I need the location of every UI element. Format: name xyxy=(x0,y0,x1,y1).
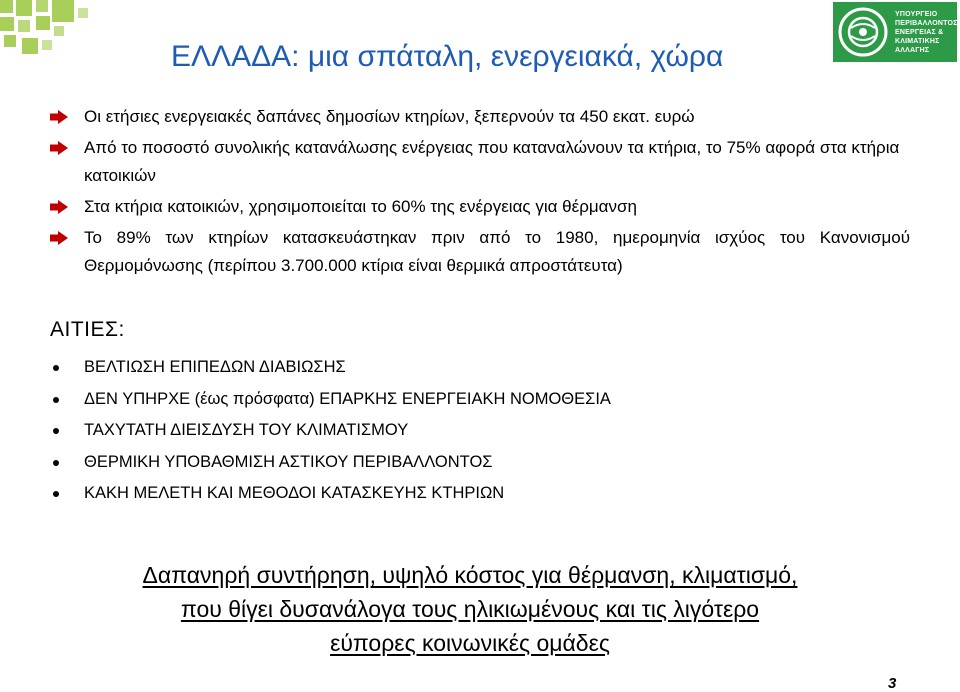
cause-text: ΚΑΚΗ ΜΕΛΕΤΗ ΚΑΙ ΜΕΘΟΔΟΙ ΚΑΤΑΣΚΕΥΗΣ ΚΤΗΡΙΩΝ xyxy=(84,484,505,502)
arrow-bullet-icon xyxy=(50,200,68,214)
conclusion-line: Δαπανηρή συντήρηση, υψηλό κόστος για θέρμανση, κλιματισμό, xyxy=(142,562,798,588)
cause-item xyxy=(50,415,611,447)
fact-item xyxy=(50,224,910,280)
cause-text: ΘΕΡΜΙΚΗ ΥΠΟΒΑΘΜΙΣΗ ΑΣΤΙΚΟΥ ΠΕΡΙΒΑΛΛΟΝΤΟΣ xyxy=(84,452,493,471)
conclusion-statement xyxy=(40,558,900,660)
arrow-bullet-icon xyxy=(50,231,68,245)
logo-text: ΥΠΟΥΡΓΕΙΟ ΠΕΡΙΒΑΛΛΟΝΤΟΣ ΕΝΕΡΓΕΙΑΣ & ΚΛΙΜΑΤΙΚΗΣ ΑΛΛΑΓΗΣ xyxy=(895,10,958,54)
page-number: 3 xyxy=(888,675,897,692)
arrow-bullet-icon xyxy=(50,110,68,124)
cause-text: ΒΕΛΤΙΩΣΗ ΕΠΙΠΕΔΩΝ ΔΙΑΒΙΩΣΗΣ xyxy=(84,358,346,376)
fact-item xyxy=(50,134,910,190)
conclusion-line: εύπορες κοινωνικές ομάδες xyxy=(330,630,610,656)
fact-text: Από το ποσοστό συνολικής κατανάλωσης ενέργειας που καταναλώνουν τα κτήρια, το 75% αφορά στα κτήρια κατοικιών xyxy=(84,138,900,185)
conclusion-line: που θίγει δυσανάλογα τους ηλικιωμένους και τις λιγότερο xyxy=(180,596,760,622)
fact-item xyxy=(50,193,910,221)
fact-text: Το 89% των κτηρίων κατασκευάστηκαν πριν από το 1980, ημερομηνία ισχύος του Κανονισμού Θερμομόνωσης (περίπου 3.700.000 κτίρια είναι θερμικά απροστάτευτα) xyxy=(84,228,910,275)
fact-item xyxy=(50,103,910,131)
corner-decoration xyxy=(0,0,100,60)
cause-text: ΤΑΧΥΤΑΤΗ ΔΙΕΙΣΔΥΣΗ ΤΟΥ ΚΛΙΜΑΤΙΣΜΟΥ xyxy=(84,421,409,439)
fact-text: Στα κτήρια κατοικιών, χρησιμοποιείται το 60% της ενέργειας για θέρμανση xyxy=(84,197,637,216)
bullet-dot-icon xyxy=(53,491,59,497)
bullet-dot-icon xyxy=(53,397,59,403)
bullet-dot-icon xyxy=(53,365,59,371)
cause-item xyxy=(50,478,611,510)
facts-list xyxy=(50,103,910,283)
arrow-bullet-icon xyxy=(50,141,68,155)
causes-heading: ΑΙΤΙΕΣ: xyxy=(50,318,125,341)
bullet-dot-icon xyxy=(53,428,59,434)
causes-list xyxy=(50,352,611,510)
ministry-logo xyxy=(833,2,957,62)
cause-item xyxy=(50,352,611,384)
slide-title: ΕΛΛΑΔΑ: μια σπάταλη, ενεργειακά, χώρα xyxy=(171,40,724,73)
cause-text: ΔΕΝ ΥΠΗΡΧΕ (έως πρόσφατα) ΕΠΑΡΚΗΣ ΕΝΕΡΓΕΙΑΚΗ ΝΟΜΟΘΕΣΙΑ xyxy=(84,389,611,408)
cause-item xyxy=(50,384,611,416)
cause-item xyxy=(50,447,611,479)
fact-text: Οι ετήσιες ενεργειακές δαπάνες δημοσίων κτηρίων, ξεπερνούν τα 450 εκατ. ευρώ xyxy=(84,107,695,126)
bullet-dot-icon xyxy=(53,460,59,466)
ministry-emblem-icon xyxy=(837,6,889,58)
